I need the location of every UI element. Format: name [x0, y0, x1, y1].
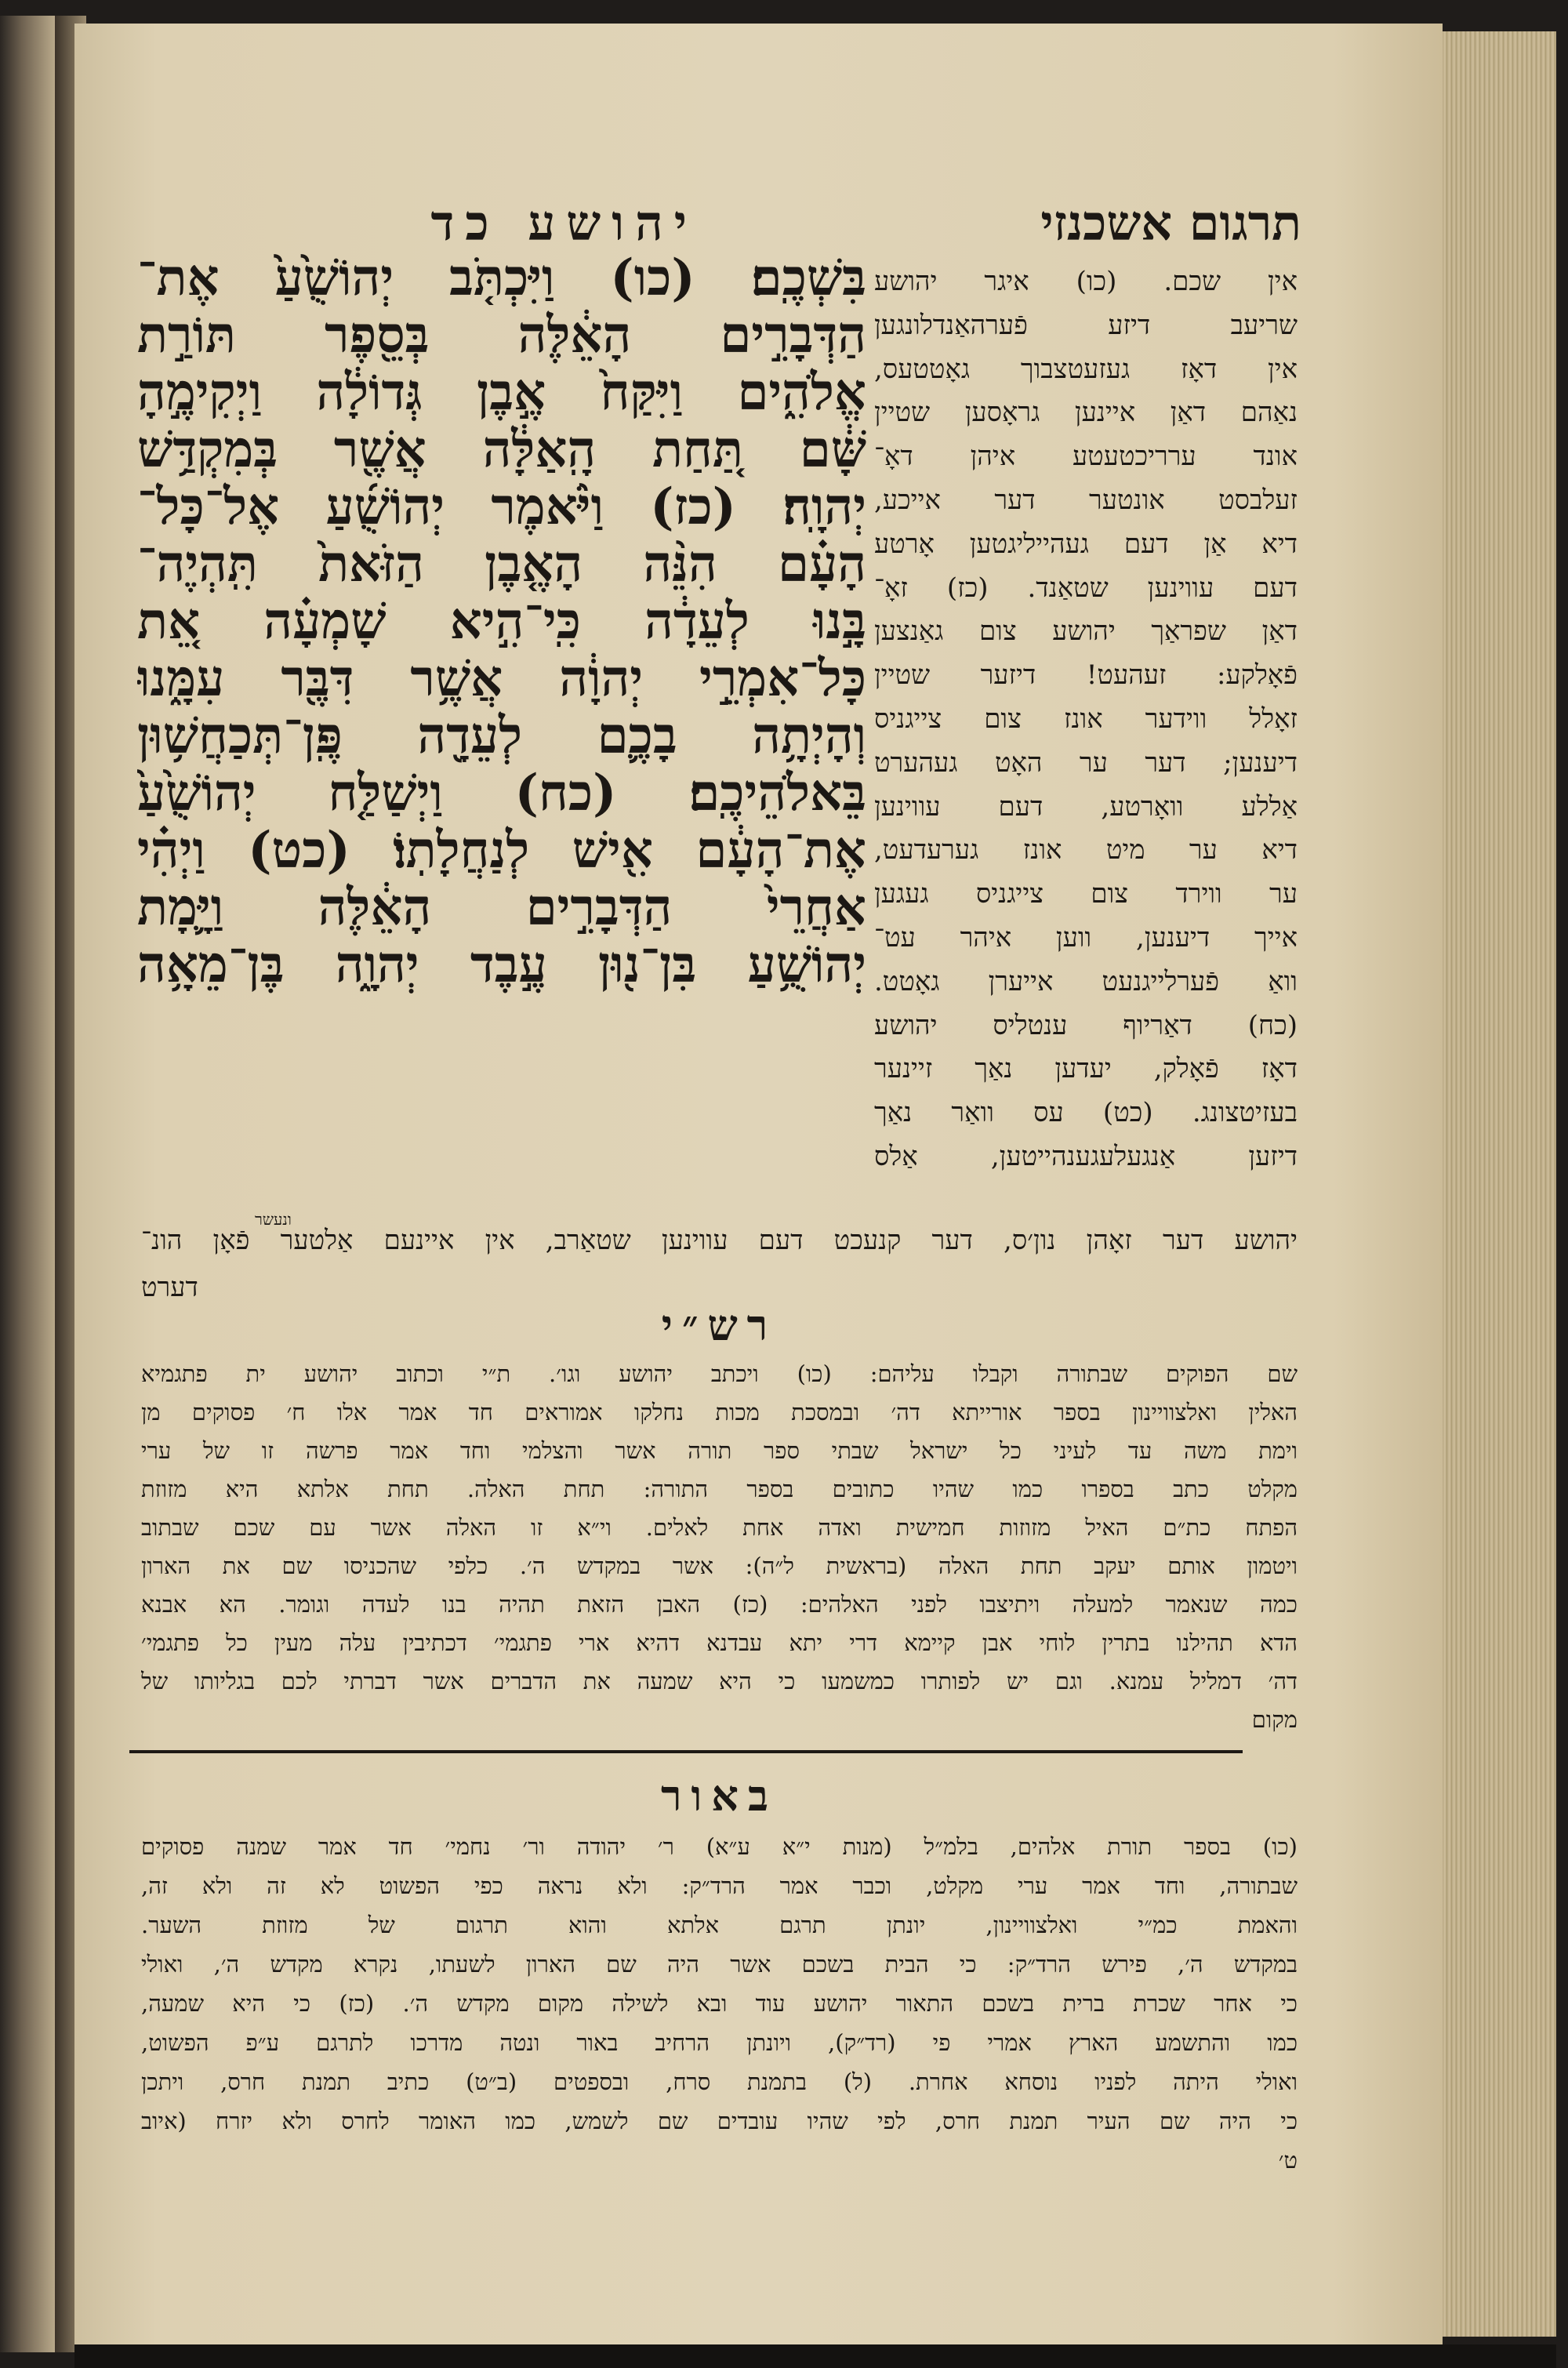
- translation-line: שריעב דיזע פֿערהאַנדלונגען: [874, 309, 1298, 341]
- translation-line: דיזען אַנגעלעגענהייטען, אַלס: [874, 1140, 1298, 1172]
- rashi-line: דה׳ דמליל עמנא. וגם יש לפותרו כמשמעו כי היא שמעה את הדברים אשר דברתי לכם בגליותו של: [141, 1668, 1298, 1694]
- running-head-book-chapter: יהושע כד: [430, 194, 698, 252]
- translation-continuation-line: יהושע דער זאָהן נון׳ס, דער קנעכט דעם עווינען שטאַרב, אין איינעם אַלטער פֿאָן הונ־: [141, 1225, 1298, 1256]
- translation-line: אונד עררי͏כטעטע איהן דאָ־: [874, 441, 1298, 473]
- beur-line: כמו והתשמע הארץ אמרי פי (רד״ק), ויונתן הרחיב באור ונטה מדרכו לתרגם ע״פ הפשוט,: [141, 2029, 1298, 2056]
- rashi-heading: רש״י: [661, 1300, 778, 1350]
- translation-line: דאָז פֿאָלק, יעדען נאַך זיינער: [874, 1053, 1298, 1085]
- main-text-line: בִּשְׁכֶֽם׃ (כו) וַיִּכְתֹּ֤ב יְהוֹשֻׁ֙עַ֙ אֶת־: [137, 249, 866, 307]
- translation-line: (כח) דאַריוף ענטליס יהושע: [874, 1009, 1298, 1041]
- rashi-line: כמה שנאמר למעלה ויתיצבו לפני האלהים: (כז) האבן הזאת תהיה בנו לעדה וגומר. הא אבנא: [141, 1591, 1298, 1618]
- left-page-edge: [0, 16, 55, 2352]
- rashi-commentary: [141, 1355, 1298, 1739]
- main-text-line: אֱלֹהִ֑ים וַיִּקַּח֙ אֶ֣בֶן גְּדוֹלָ֔ה וַיְקִימֶ֣הָ: [137, 364, 866, 421]
- rashi-line: ויטמון אותם יעקב תחת האלה (בראשית ל״ה): אשר במקדש ה׳. כלפי שהכניסו שם את הארון: [141, 1553, 1298, 1579]
- hebrew-main-text: [137, 249, 866, 1198]
- main-text-line: הַדְּבָרִ֣ים הָאֵ֔לֶּה בְּסֵ֖פֶר תּוֹרַ֣ת: [137, 307, 866, 364]
- running-head-translation: תרגום אשכנזי: [1040, 194, 1301, 252]
- main-text-line: אֶת־הָעָ֔ם אִ֖ישׁ לְנַחֲלָתֽוֹ׃ (כט) וַיְהִ֗י: [137, 822, 866, 879]
- rashi-line: הדא תהילנו בתרין לוחי אבן קיימא דרי יתא עבדנא דהיא ארי פתגמי׳ דכתיבין עלה מעין כל פתגמי׳: [141, 1629, 1298, 1656]
- page-fore-edge: [1443, 31, 1556, 2337]
- beur-line: שבתורה, וחד אמר ערי מקלט, וכבר אמר הרד״ק: ולא נראה כפי הפשוט לא זה ולא זה,: [141, 1872, 1298, 1899]
- translation-line: דיא ער מיט אונז גערעדעט,: [874, 834, 1298, 866]
- main-text-line: שָּׁ֔ם תַּ֚חַת הָֽאַלָּ֔ה אֲשֶׁ֖ר בְּמִקְדַּ֥שׁ: [137, 421, 866, 478]
- section-divider-rule: [129, 1750, 1243, 1753]
- rashi-line: וימת משה עד לעיני כל ישראל שבתי ספר תורה אשר והצלמי וחד אמר פרשה זו של ערי: [141, 1437, 1298, 1464]
- beur-line: והאמת כמ״י ואלצוויינון, יונתן תרגם אלתא והוא תרגום של מזוזת השער.: [141, 1912, 1298, 1938]
- translation-line: דיענען; דער ער האָט געהערט: [874, 746, 1298, 779]
- translation-line: ער ווירד צום צייגניס געגען: [874, 878, 1298, 910]
- main-text-line: יְהוֹשֻׁ֥עַ בִּן־נ֖וּן עֶ֣בֶד יְהוָ֑ה בֶּן־מֵאָ֥ה: [137, 936, 866, 993]
- main-text-line: וְהָיְתָ֥ה בָכֶ֛ם לְעֵדָ֖ה פֶּֽן־תְּכַחֲשׁ֥וּן: [137, 707, 866, 765]
- main-text-line: הָעָ֗ם הִנֵּ֨ה הָאֶ֤בֶן הַזֹּאת֙ תִּֽהְיֶה־: [137, 536, 866, 593]
- main-text-line: יְהוָֽה׃ (כז) וַיֹּ֨אמֶר יְהוֹשֻׁ֜עַ אֶל־כָּל־: [137, 478, 866, 536]
- translation-line: זעלבסט אונטער דער אייכע,: [874, 484, 1298, 516]
- rashi-line: מקום: [1251, 1706, 1298, 1733]
- translation-catchword: ונעשר: [255, 1210, 292, 1229]
- main-text-line: בָּ֣נוּ לְעֵדָ֔ה כִּֽי־הִ֣יא שָׁמְעָ֗ה אֵ֚ת: [137, 593, 866, 650]
- beur-commentary: [141, 1827, 1298, 2297]
- translation-line: אַללע וואָרטע, דעם עווינען: [874, 790, 1298, 823]
- rashi-line: מקלט כתב בספרו כמו שהיו כתובים בספר התורה: תחת האלה. תחת אלתא היא מזוזת: [141, 1476, 1298, 1502]
- translation-line: דיא אַן דעם געהייליגטען אָרטע: [874, 528, 1298, 560]
- beur-line: (כו) בספר תורת אלהים, בלמ״ל (מנות י״א ע״א) ר׳ יהודה ור׳ נחמי׳ חד אמר שמנה פסוקים: [141, 1833, 1298, 1860]
- beur-line: ט׳: [1278, 2147, 1298, 2174]
- translation-line: דעם עווינען שטאַנד. (כז) זאָ־: [874, 572, 1298, 604]
- translation-line: פֿאָלקע: זעהעט! דיזער שטיין: [874, 659, 1298, 692]
- beur-line: ואולי היתה לפניו נוסחא אחרת. (ל) בתמנת סרח, ובספטים (ב״ט) כתיב תמנת חרס, ויתכן: [141, 2068, 1298, 2095]
- yiddish-translation-column: [874, 260, 1298, 1201]
- rashi-line: הפתח כת״ם האיל מזוזות חמישית ואדה אחת לאלים. וי״א זו האלה אשר עם שכם שבתוב: [141, 1514, 1298, 1541]
- translation-end-word: דערט: [141, 1272, 198, 1303]
- main-text-line: אַחֲרֵי֙ הַדְּבָרִ֣ים הָאֵ֔לֶּה וַיָּ֛מָת: [137, 879, 866, 936]
- translation-line: בעזיטצונג. (כט) עס וואַר נאַך: [874, 1097, 1298, 1129]
- translation-line: אין דאָז געזעטצבוך גאָטטעס,: [874, 353, 1298, 385]
- translation-line: אייך דיענען, ווען איהר עט־: [874, 921, 1298, 953]
- bottom-shadow: [74, 2344, 1556, 2368]
- beur-line: כי אחר שכרת ברית בשכם התאור יהושע עוד ובא לשילה מקום מקדש ה׳. (כז) כי היא שמעה,: [141, 1990, 1298, 2017]
- beur-line: במקדש ה׳, פירש הרד״ק: כי הבית בשכם אשר היה שם הארון לשעתו, נקרא מקדש ה׳, ואולי: [141, 1951, 1298, 1978]
- translation-line: נאַהם דאַן איינען גראָסען שטיין: [874, 397, 1298, 429]
- translation-line: אין שכם. (כו) איגר יהושע: [874, 266, 1298, 297]
- main-text-line: כָּל־אִמְרֵ֣י יְהוָ֔ה אֲשֶׁ֥ר דִּבֶּ֖ר עִמָּ֑נוּ: [137, 650, 866, 707]
- beur-heading: באור: [660, 1771, 779, 1821]
- translation-line: וואַ פֿערלייגנעט אייערן גאָטט.: [874, 965, 1298, 997]
- translation-line: זאָלל ווידער אונז צום צייגניס: [874, 703, 1298, 735]
- rashi-line: האלין ואלצוויינון בספר אורייתא דה׳ ובמסכת מכות נחלקו אמוראים חד אמר אלו ח׳ פסוקים מן: [141, 1399, 1298, 1426]
- beur-line: כי היה שם העיר תמנת חרס, לפי שהיו עובדים שם לשמש, כמו האומר לחרס ולא יזרח (איוב: [141, 2108, 1298, 2134]
- rashi-line: שם הפוקים שבתורה וקבלו עליהם: (כו) ויכתב יהושע וגו׳. ת״י וכתוב יהושע ית פתגמיא: [141, 1360, 1298, 1387]
- translation-line: דאַן שפראַך יהושע צום גאַנצען: [874, 616, 1298, 648]
- main-text-line: בֵּאלֹהֵיכֶֽם׃ (כח) וַיְשַׁלַּ֤ח יְהוֹשֻׁ֙עַ֙: [137, 765, 866, 822]
